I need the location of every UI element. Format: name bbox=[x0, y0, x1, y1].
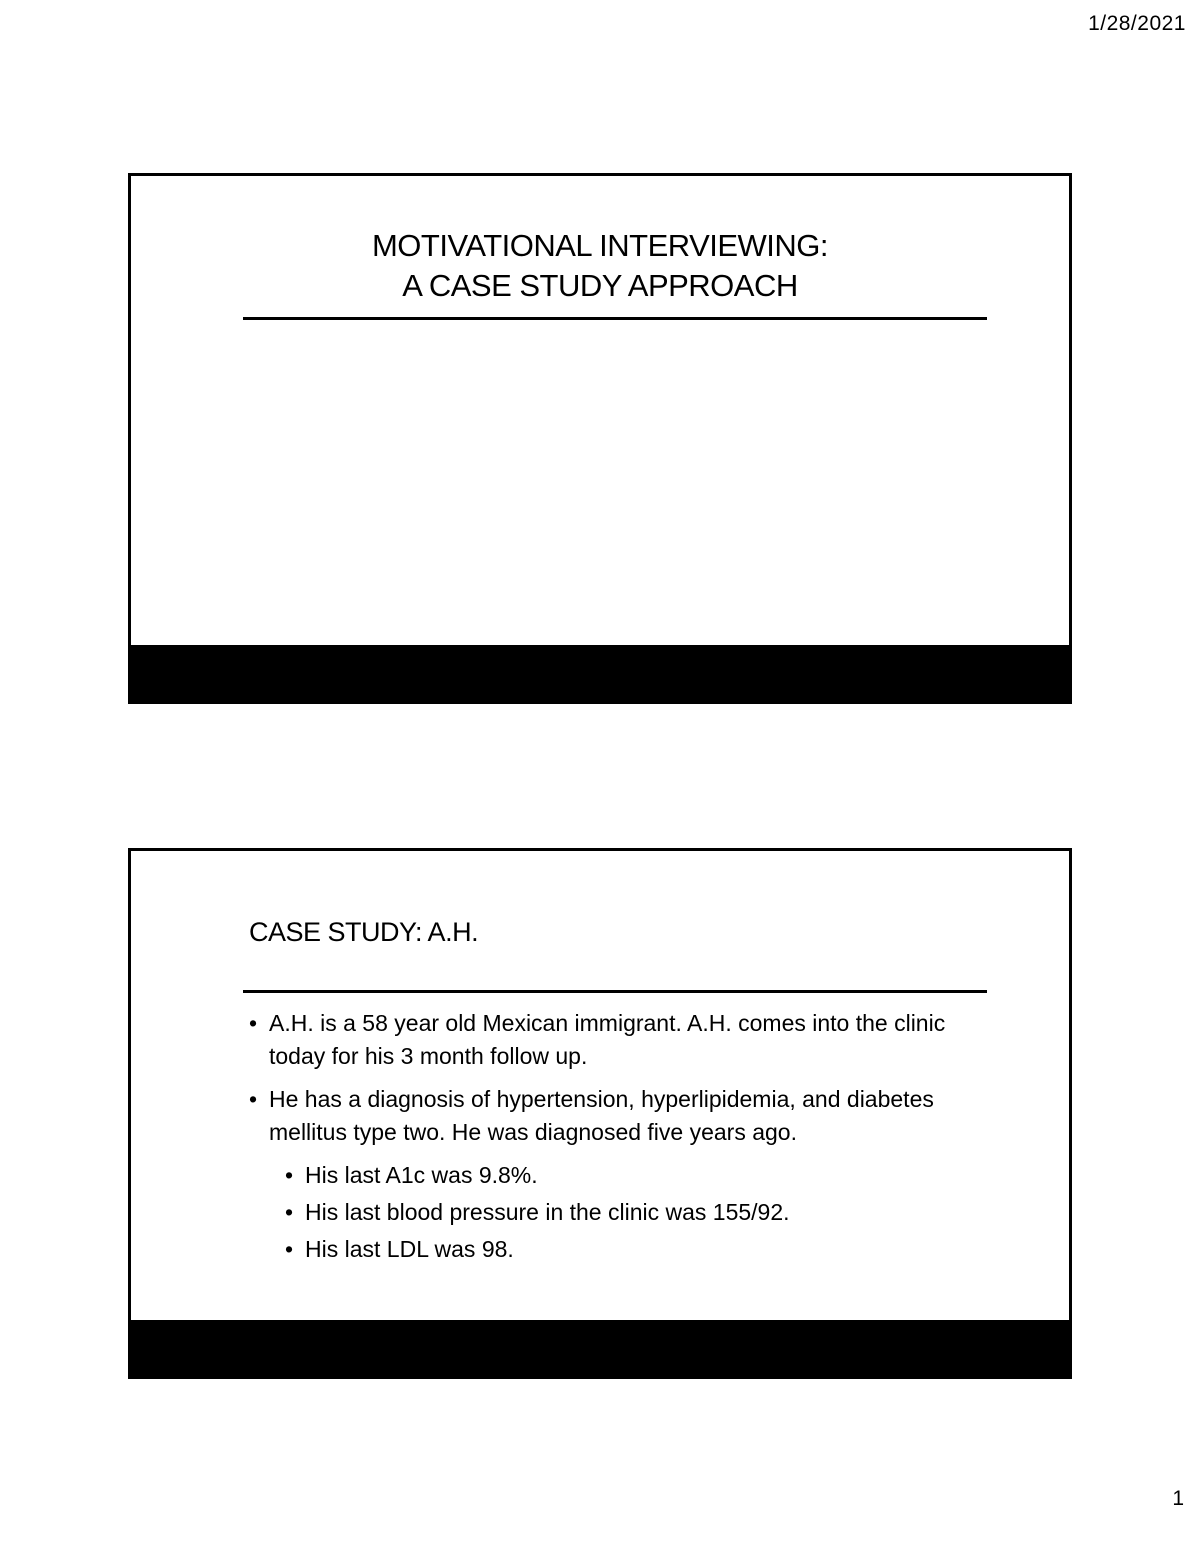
sub-bullet-text: His last A1c was 9.8%. bbox=[305, 1162, 538, 1188]
slide-footer-bar bbox=[131, 645, 1069, 701]
slide-footer-bar bbox=[131, 1320, 1069, 1376]
sub-bullet-item bbox=[247, 1196, 987, 1229]
bullet-list bbox=[247, 1007, 987, 1270]
bullet-icon: • bbox=[285, 1236, 294, 1262]
sub-bullet-item bbox=[247, 1159, 987, 1192]
sub-bullet-text: His last LDL was 98. bbox=[305, 1236, 514, 1262]
bullet-icon: • bbox=[249, 1010, 258, 1036]
sub-bullet-text: His last blood pressure in the clinic was 155/92. bbox=[305, 1199, 790, 1225]
page-number: 1 bbox=[1172, 1487, 1184, 1510]
slide-heading: CASE STUDY: A.H. bbox=[249, 917, 479, 947]
bullet-item bbox=[247, 1083, 987, 1149]
slide-case-study bbox=[128, 848, 1072, 1379]
slide-title bbox=[128, 173, 1072, 704]
bullet-icon: • bbox=[285, 1162, 294, 1188]
title-line-2: A CASE STUDY APPROACH bbox=[402, 268, 798, 303]
page-date: 1/28/2021 bbox=[1088, 12, 1186, 35]
sub-bullet-item bbox=[247, 1233, 987, 1266]
bullet-text: A.H. is a 58 year old Mexican immigrant. A.H. comes into the clinic today for his 3 month follow up. bbox=[269, 1010, 946, 1069]
title-line-1: MOTIVATIONAL INTERVIEWING: bbox=[371, 228, 829, 263]
sub-bullet-list bbox=[247, 1159, 987, 1266]
bullet-icon: • bbox=[249, 1086, 258, 1112]
heading-divider bbox=[243, 990, 987, 993]
slide-title-text bbox=[131, 226, 1069, 306]
bullet-icon: • bbox=[285, 1199, 294, 1225]
title-divider bbox=[243, 317, 987, 320]
bullet-item bbox=[247, 1007, 987, 1073]
bullet-text: He has a diagnosis of hypertension, hyperlipidemia, and diabetes mellitus type two. He was diagnosed five years ago. bbox=[269, 1086, 934, 1145]
